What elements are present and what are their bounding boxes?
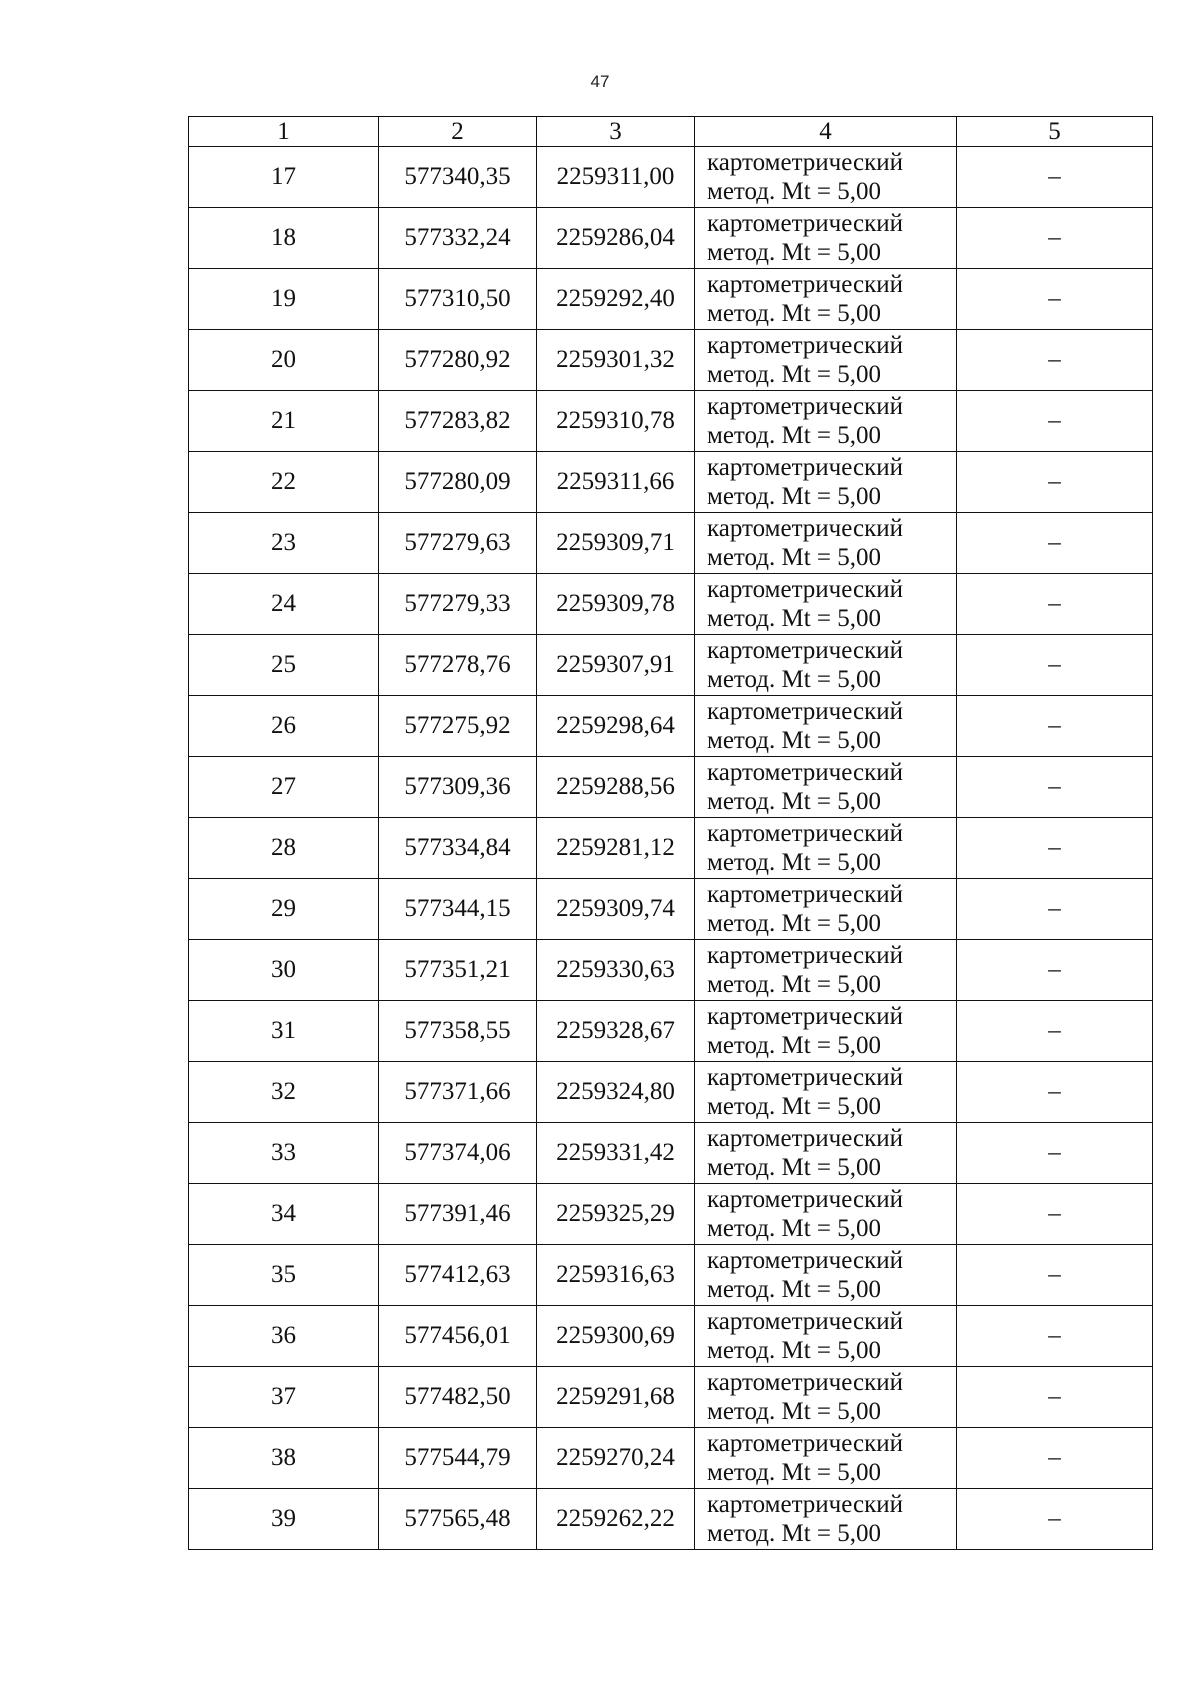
note-cell: – — [957, 879, 1153, 940]
note-cell: – — [957, 1245, 1153, 1306]
table-body — [189, 147, 1153, 1550]
y-coordinate-cell: 2259331,42 — [537, 1123, 695, 1184]
point-number-cell: 39 — [189, 1489, 379, 1550]
x-coordinate-cell: 577279,33 — [379, 574, 537, 635]
method-cell — [695, 1184, 957, 1245]
point-number-cell: 24 — [189, 574, 379, 635]
method-text: картометрический — [707, 454, 903, 481]
method-text: картометрический — [707, 576, 903, 603]
method-cell — [695, 879, 957, 940]
x-coordinate-cell: 577275,92 — [379, 696, 537, 757]
method-text: метод. Mt = 5,00 — [707, 483, 882, 510]
method-cell — [695, 1001, 957, 1062]
table-header — [189, 117, 1153, 147]
method-text: метод. Mt = 5,00 — [707, 1520, 882, 1547]
page-number: 47 — [590, 72, 610, 91]
x-coordinate-cell: 577374,06 — [379, 1123, 537, 1184]
coordinates-table — [188, 116, 1153, 1550]
y-coordinate-cell: 2259324,80 — [537, 1062, 695, 1123]
table-row — [189, 391, 1153, 452]
y-coordinate-cell: 2259316,63 — [537, 1245, 695, 1306]
point-number-cell: 22 — [189, 452, 379, 513]
column-header-1: 1 — [189, 117, 379, 147]
point-number-cell: 37 — [189, 1367, 379, 1428]
method-text: метод. Mt = 5,00 — [707, 971, 882, 998]
point-number-cell: 32 — [189, 1062, 379, 1123]
method-cell — [695, 1306, 957, 1367]
method-text: картометрический — [707, 942, 903, 969]
method-text: метод. Mt = 5,00 — [707, 849, 882, 876]
note-cell: – — [957, 1489, 1153, 1550]
point-number-cell: 21 — [189, 391, 379, 452]
method-cell — [695, 1367, 957, 1428]
x-coordinate-cell: 577279,63 — [379, 513, 537, 574]
x-coordinate-cell: 577412,63 — [379, 1245, 537, 1306]
y-coordinate-cell: 2259262,22 — [537, 1489, 695, 1550]
method-text: картометрический — [707, 1064, 903, 1091]
method-cell — [695, 1123, 957, 1184]
method-text: картометрический — [707, 1491, 903, 1518]
method-text: метод. Mt = 5,00 — [707, 605, 882, 632]
method-text: метод. Mt = 5,00 — [707, 1093, 882, 1120]
y-coordinate-cell: 2259309,74 — [537, 879, 695, 940]
method-text: метод. Mt = 5,00 — [707, 727, 882, 754]
method-text: картометрический — [707, 332, 903, 359]
method-text: картометрический — [707, 637, 903, 664]
method-text: картометрический — [707, 1369, 903, 1396]
point-number-cell: 35 — [189, 1245, 379, 1306]
y-coordinate-cell: 2259325,29 — [537, 1184, 695, 1245]
point-number-cell: 31 — [189, 1001, 379, 1062]
method-cell — [695, 818, 957, 879]
point-number-cell: 26 — [189, 696, 379, 757]
method-text: картометрический — [707, 1186, 903, 1213]
table-row — [189, 696, 1153, 757]
point-number-cell: 18 — [189, 208, 379, 269]
column-header-4: 4 — [695, 117, 957, 147]
method-cell — [695, 391, 957, 452]
point-number-cell: 38 — [189, 1428, 379, 1489]
method-cell — [695, 635, 957, 696]
y-coordinate-cell: 2259292,40 — [537, 269, 695, 330]
point-number-cell: 27 — [189, 757, 379, 818]
note-cell: – — [957, 513, 1153, 574]
method-text: картометрический — [707, 698, 903, 725]
note-cell: – — [957, 1184, 1153, 1245]
x-coordinate-cell: 577283,82 — [379, 391, 537, 452]
x-coordinate-cell: 577544,79 — [379, 1428, 537, 1489]
method-text: метод. Mt = 5,00 — [707, 544, 882, 571]
method-cell — [695, 574, 957, 635]
note-cell: – — [957, 269, 1153, 330]
method-text: метод. Mt = 5,00 — [707, 1459, 882, 1486]
table-row — [189, 1123, 1153, 1184]
y-coordinate-cell: 2259309,71 — [537, 513, 695, 574]
y-coordinate-cell: 2259307,91 — [537, 635, 695, 696]
table-row — [189, 1245, 1153, 1306]
method-text: картометрический — [707, 820, 903, 847]
x-coordinate-cell: 577371,66 — [379, 1062, 537, 1123]
x-coordinate-cell: 577351,21 — [379, 940, 537, 1001]
method-text: метод. Mt = 5,00 — [707, 422, 882, 449]
method-cell — [695, 513, 957, 574]
method-cell — [695, 1489, 957, 1550]
method-text: картометрический — [707, 759, 903, 786]
note-cell: – — [957, 1367, 1153, 1428]
method-cell — [695, 696, 957, 757]
table-row — [189, 1184, 1153, 1245]
method-cell — [695, 269, 957, 330]
table-row — [189, 330, 1153, 391]
point-number-cell: 33 — [189, 1123, 379, 1184]
method-text: метод. Mt = 5,00 — [707, 788, 882, 815]
method-text: картометрический — [707, 271, 903, 298]
y-coordinate-cell: 2259291,68 — [537, 1367, 695, 1428]
x-coordinate-cell: 577280,09 — [379, 452, 537, 513]
method-text: метод. Mt = 5,00 — [707, 1398, 882, 1425]
method-cell — [695, 1428, 957, 1489]
y-coordinate-cell: 2259330,63 — [537, 940, 695, 1001]
y-coordinate-cell: 2259286,04 — [537, 208, 695, 269]
method-cell — [695, 208, 957, 269]
table-row — [189, 269, 1153, 330]
point-number-cell: 29 — [189, 879, 379, 940]
method-text: метод. Mt = 5,00 — [707, 1276, 882, 1303]
method-text: метод. Mt = 5,00 — [707, 910, 882, 937]
point-number-cell: 23 — [189, 513, 379, 574]
y-coordinate-cell: 2259311,66 — [537, 452, 695, 513]
method-text: картометрический — [707, 210, 903, 237]
note-cell: – — [957, 818, 1153, 879]
column-header-2: 2 — [379, 117, 537, 147]
method-text: метод. Mt = 5,00 — [707, 1337, 882, 1364]
table-row — [189, 940, 1153, 1001]
y-coordinate-cell: 2259310,78 — [537, 391, 695, 452]
table-row — [189, 513, 1153, 574]
y-coordinate-cell: 2259288,56 — [537, 757, 695, 818]
method-cell — [695, 1062, 957, 1123]
y-coordinate-cell: 2259281,12 — [537, 818, 695, 879]
table-row — [189, 1306, 1153, 1367]
note-cell: – — [957, 757, 1153, 818]
table-row — [189, 757, 1153, 818]
note-cell: – — [957, 452, 1153, 513]
method-cell — [695, 940, 957, 1001]
note-cell: – — [957, 208, 1153, 269]
x-coordinate-cell: 577278,76 — [379, 635, 537, 696]
table-row — [189, 1367, 1153, 1428]
method-text: картометрический — [707, 881, 903, 908]
table-row — [189, 1062, 1153, 1123]
x-coordinate-cell: 577391,46 — [379, 1184, 537, 1245]
method-cell — [695, 330, 957, 391]
table-row — [189, 1001, 1153, 1062]
method-text: картометрический — [707, 1308, 903, 1335]
y-coordinate-cell: 2259309,78 — [537, 574, 695, 635]
note-cell: – — [957, 1001, 1153, 1062]
x-coordinate-cell: 577456,01 — [379, 1306, 537, 1367]
note-cell: – — [957, 330, 1153, 391]
method-text: метод. Mt = 5,00 — [707, 178, 882, 205]
column-header-3: 3 — [537, 117, 695, 147]
note-cell: – — [957, 147, 1153, 208]
note-cell: – — [957, 1306, 1153, 1367]
note-cell: – — [957, 940, 1153, 1001]
point-number-cell: 28 — [189, 818, 379, 879]
method-text: картометрический — [707, 393, 903, 420]
method-cell — [695, 1245, 957, 1306]
note-cell: – — [957, 1062, 1153, 1123]
point-number-cell: 30 — [189, 940, 379, 1001]
x-coordinate-cell: 577565,48 — [379, 1489, 537, 1550]
method-text: метод. Mt = 5,00 — [707, 1215, 882, 1242]
method-cell — [695, 757, 957, 818]
note-cell: – — [957, 574, 1153, 635]
table-row — [189, 1489, 1153, 1550]
y-coordinate-cell: 2259311,00 — [537, 147, 695, 208]
method-text: картометрический — [707, 1247, 903, 1274]
x-coordinate-cell: 577280,92 — [379, 330, 537, 391]
y-coordinate-cell: 2259328,67 — [537, 1001, 695, 1062]
x-coordinate-cell: 577344,15 — [379, 879, 537, 940]
point-number-cell: 19 — [189, 269, 379, 330]
y-coordinate-cell: 2259301,32 — [537, 330, 695, 391]
note-cell: – — [957, 635, 1153, 696]
header-row — [189, 117, 1153, 147]
x-coordinate-cell: 577358,55 — [379, 1001, 537, 1062]
x-coordinate-cell: 577482,50 — [379, 1367, 537, 1428]
table-row — [189, 452, 1153, 513]
table-row — [189, 879, 1153, 940]
method-cell — [695, 452, 957, 513]
column-header-5: 5 — [957, 117, 1153, 147]
point-number-cell: 17 — [189, 147, 379, 208]
point-number-cell: 34 — [189, 1184, 379, 1245]
table-row — [189, 208, 1153, 269]
method-cell — [695, 147, 957, 208]
note-cell: – — [957, 391, 1153, 452]
table-row — [189, 635, 1153, 696]
note-cell: – — [957, 1428, 1153, 1489]
x-coordinate-cell: 577340,35 — [379, 147, 537, 208]
table-row — [189, 574, 1153, 635]
y-coordinate-cell: 2259300,69 — [537, 1306, 695, 1367]
x-coordinate-cell: 577332,24 — [379, 208, 537, 269]
method-text: метод. Mt = 5,00 — [707, 1032, 882, 1059]
method-text: картометрический — [707, 1125, 903, 1152]
y-coordinate-cell: 2259298,64 — [537, 696, 695, 757]
x-coordinate-cell: 577310,50 — [379, 269, 537, 330]
table-row — [189, 147, 1153, 208]
table-row — [189, 1428, 1153, 1489]
method-text: картометрический — [707, 515, 903, 542]
point-number-cell: 36 — [189, 1306, 379, 1367]
point-number-cell: 25 — [189, 635, 379, 696]
method-text: метод. Mt = 5,00 — [707, 361, 882, 388]
method-text: метод. Mt = 5,00 — [707, 239, 882, 266]
y-coordinate-cell: 2259270,24 — [537, 1428, 695, 1489]
method-text: картометрический — [707, 1430, 903, 1457]
method-text: картометрический — [707, 149, 903, 176]
x-coordinate-cell: 577334,84 — [379, 818, 537, 879]
method-text: картометрический — [707, 1003, 903, 1030]
note-cell: – — [957, 1123, 1153, 1184]
method-text: метод. Mt = 5,00 — [707, 666, 882, 693]
note-cell: – — [957, 696, 1153, 757]
x-coordinate-cell: 577309,36 — [379, 757, 537, 818]
method-text: метод. Mt = 5,00 — [707, 300, 882, 327]
method-text: метод. Mt = 5,00 — [707, 1154, 882, 1181]
table-row — [189, 818, 1153, 879]
point-number-cell: 20 — [189, 330, 379, 391]
